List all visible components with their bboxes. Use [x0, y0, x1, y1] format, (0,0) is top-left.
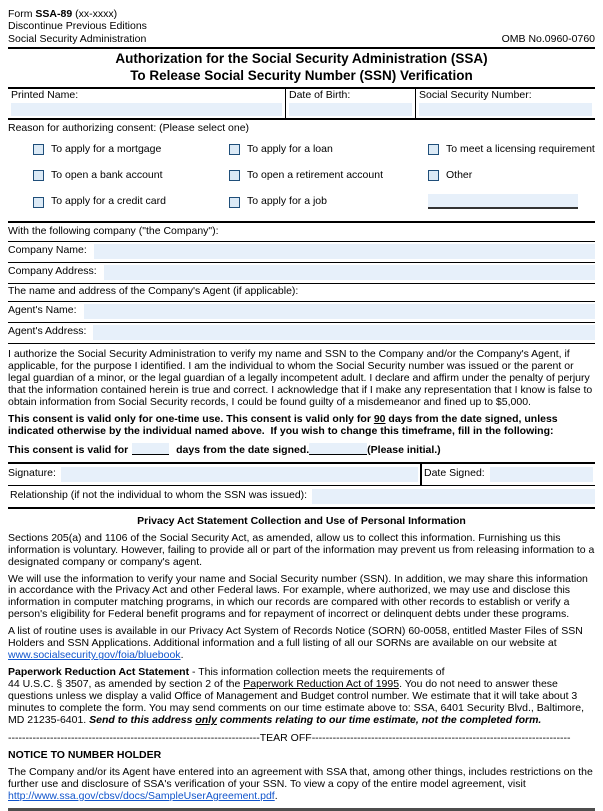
- dob-cell: [285, 89, 415, 118]
- agent-name-input[interactable]: [84, 304, 595, 319]
- privacy-heading: Privacy Act Statement Collection and Use of Personal Information: [137, 514, 466, 527]
- consent-notice-post: days from the date signed, unless indicated otherwise by the individual named above. If you wish to change this timeframe, fill in the following:: [8, 412, 558, 437]
- notice-paragraph: [8, 767, 595, 803]
- relationship-row: [8, 486, 595, 507]
- reason-prompt: Reason for authorizing consent: (Please select one): [8, 122, 250, 135]
- retirement-account-checkbox[interactable]: [229, 170, 240, 181]
- form-edition-note: Discontinue Previous Editions: [8, 20, 147, 33]
- sample-agreement-link[interactable]: http://www.ssa.gov/cbsv/docs/SampleUserAgreement.pdf: [8, 790, 275, 802]
- address-warning-pre: Send to this address: [89, 714, 196, 727]
- other-reason-input[interactable]: [428, 194, 578, 209]
- tear-off-label: TEAR OFF: [259, 732, 312, 745]
- reason-option-other: [428, 170, 595, 182]
- loan-checkbox[interactable]: [229, 144, 240, 155]
- privacy-paragraph-1: Sections 205(a) and 1106 of the Social Security Act, as amended, allow us to collect this information. Furnishing us this information is voluntary. However, failing to provide all or part of the information may prevent us from releasing information to a designated company or company's agent.: [8, 531, 595, 568]
- signature-row: [8, 464, 595, 486]
- form-number: SSA-89: [35, 8, 73, 20]
- initials-input[interactable]: [309, 443, 367, 455]
- tear-off-line: [8, 733, 595, 745]
- credit-card-label: To apply for a credit card: [51, 195, 166, 208]
- form-word: Form: [8, 8, 36, 20]
- credit-card-checkbox[interactable]: [33, 197, 44, 208]
- other-label: Other: [446, 168, 473, 181]
- ssn-input[interactable]: [419, 103, 592, 116]
- bluebook-link[interactable]: www.socialsecurity.gov/foia/bluebook: [8, 649, 181, 662]
- ssn-label: Social Security Number:: [419, 89, 532, 102]
- job-label: To apply for a job: [247, 195, 327, 208]
- loan-label: To apply for a loan: [247, 143, 333, 155]
- form-title-line2: To Release Social Security Number (SSN) Verification: [130, 67, 473, 83]
- consent-days-default: 90: [373, 412, 386, 425]
- reason-option-licensing: [428, 144, 595, 156]
- form-number-line: [8, 8, 147, 20]
- notice-heading: NOTICE TO NUMBER HOLDER: [8, 749, 162, 762]
- printed-name-cell: [8, 89, 285, 118]
- paperwork-text-b: . You do not need to answer these questions unless we display a valid Office of Management and Budget control number. We estimate that it will take about 3 minutes to complete the form. You may send comments on our time estimate above to: SSA, 6401 Security Blvd., Baltimore, MD 21235-6401.: [8, 678, 585, 727]
- form-agency: Social Security Administration: [8, 32, 147, 45]
- paperwork-text-a2: 44 U.S.C. § 3507, as amended by section 2 of the: [8, 678, 244, 691]
- notice-text-end: .: [274, 790, 278, 802]
- paperwork-text-a1: - This information collection meets the requirements of: [189, 666, 445, 679]
- form-header: [8, 8, 595, 45]
- licensing-checkbox[interactable]: [428, 144, 439, 155]
- company-address-input[interactable]: [104, 265, 595, 280]
- date-signed-input[interactable]: [490, 467, 593, 482]
- header-divider: [8, 47, 595, 49]
- reason-option-retirement-account: [229, 170, 428, 182]
- section-divider: [8, 221, 595, 223]
- signature-label: Signature:: [8, 467, 56, 480]
- date-signed-label: Date Signed:: [424, 467, 485, 480]
- retirement-account-label: To open a retirement account: [247, 168, 383, 181]
- licensing-label: To meet a licensing requirement: [446, 143, 595, 155]
- printed-name-input[interactable]: [11, 103, 282, 116]
- consent-fill-pre: This consent is valid for: [8, 443, 129, 456]
- form-title: [8, 51, 595, 84]
- agent-address-label: Agent's Address:: [8, 325, 87, 338]
- address-warning-only: only: [195, 714, 217, 727]
- sorn-text-end: .: [180, 649, 184, 662]
- reason-option-job: [229, 196, 428, 208]
- dob-label: Date of Birth:: [289, 89, 351, 102]
- date-signed-cell: [420, 464, 595, 485]
- mortgage-label: To apply for a mortgage: [51, 143, 162, 155]
- paperwork-act-1995: Paperwork Reduction Act of 1995: [243, 678, 400, 691]
- agent-address-row: [8, 323, 595, 344]
- identity-table: [8, 87, 595, 120]
- sorn-text: A list of routine uses is available in our Privacy Act System of Records Notice (SORN) 60-0058, entitled Master Files of SSN Holders and SSN Applications. Additional information and a full listing of all our SORNs are available on our website at: [8, 625, 583, 650]
- relationship-input[interactable]: [312, 489, 595, 504]
- consent-fill-mid: days from the date signed.: [173, 443, 310, 456]
- signature-input[interactable]: [61, 467, 418, 482]
- reason-options: [8, 137, 595, 219]
- authorization-paragraph: I authorize the Social Security Administration to verify my name and SSN to the Company and/or the Company's Agent, if applicable, for the purpose I identified. I am the individual to whom the Social Security number was issued or the parent or legal guardian of a minor, or the legal guardian of a legally incompetent adult. I declare and affirm under the penalty of perjury that the information contained herein is true and correct. I acknowledge that if I make any representation that I know is false to obtain information from Social Security records, I could be found guilty of a misdemeanor and fined up to $5,000.: [8, 347, 593, 408]
- signature-cell: [8, 464, 420, 485]
- bank-account-label: To open a bank account: [51, 168, 163, 181]
- company-intro: With the following company ("the Company"):: [8, 224, 595, 242]
- printed-name-label: Printed Name:: [11, 89, 79, 102]
- consent-validity-notice: [8, 414, 595, 438]
- consent-fill-post: (Please initial.): [367, 443, 441, 456]
- company-name-input[interactable]: [94, 244, 595, 259]
- tear-off-dashes-left: ------------------------------------------------------------------------: [8, 732, 260, 745]
- privacy-paragraph-3: [8, 626, 595, 662]
- form-title-line1: Authorization for the Social Security Administration (SSA): [115, 51, 488, 67]
- tear-off-dashes-right: --------------------------------------------------------------------------: [311, 732, 571, 745]
- agent-name-label: Agent's Name:: [8, 304, 77, 317]
- company-address-row: [8, 263, 595, 284]
- company-address-label: Company Address:: [8, 265, 97, 278]
- mortgage-checkbox[interactable]: [33, 144, 44, 155]
- reason-option-loan: [229, 144, 428, 156]
- consent-fill-line: [8, 443, 595, 457]
- address-warning-post: comments relating to our time estimate, not the completed form.: [216, 714, 542, 727]
- agent-address-input[interactable]: [93, 325, 595, 340]
- bank-account-checkbox[interactable]: [33, 170, 44, 181]
- job-checkbox[interactable]: [229, 197, 240, 208]
- other-checkbox[interactable]: [428, 170, 439, 181]
- agent-intro: The name and address of the Company's Agent (if applicable):: [8, 284, 595, 302]
- relationship-label: Relationship (if not the individual to whom the SSN was issued):: [10, 489, 308, 502]
- ssn-cell: [415, 89, 595, 118]
- dob-input[interactable]: [289, 103, 412, 116]
- omb-number: OMB No.0960-0760: [501, 32, 595, 45]
- privacy-paragraph-2: We will use the information to verify your name and Social Security number (SSN). In addition, we may share this information in accordance with the Privacy Act and other Federal laws. For example, where authorized, we may use and disclose this information in computer matching programs, in which our records are compared with other records to establish or verify a person's eligibility for Federal benefit programs and for repayment of incorrect or delinquent debts under these programs.: [8, 572, 588, 621]
- form-revision: (xx-xxxx): [72, 8, 118, 20]
- reason-option-bank-account: [33, 170, 229, 182]
- paperwork-reduction-paragraph: [8, 667, 595, 727]
- agent-name-row: [8, 302, 595, 323]
- company-name-row: [8, 242, 595, 263]
- other-reason-cell: [428, 196, 595, 209]
- custom-days-input[interactable]: [132, 443, 169, 455]
- consent-notice-pre: This consent is valid only for one-time use. This consent is valid only for: [8, 412, 374, 425]
- notice-text: The Company and/or its Agent have entered into an agreement with SSA that, among other things, includes restrictions on the further use and disclosure of SSA's verification of your SSN. To view a copy of the entire model agreement, visit: [8, 766, 593, 791]
- reason-option-mortgage: [33, 144, 229, 156]
- paperwork-act-label: Paperwork Reduction Act Statement: [8, 666, 190, 679]
- reason-option-credit-card: [33, 196, 229, 208]
- company-name-label: Company Name:: [8, 244, 87, 257]
- signature-block: [8, 462, 595, 509]
